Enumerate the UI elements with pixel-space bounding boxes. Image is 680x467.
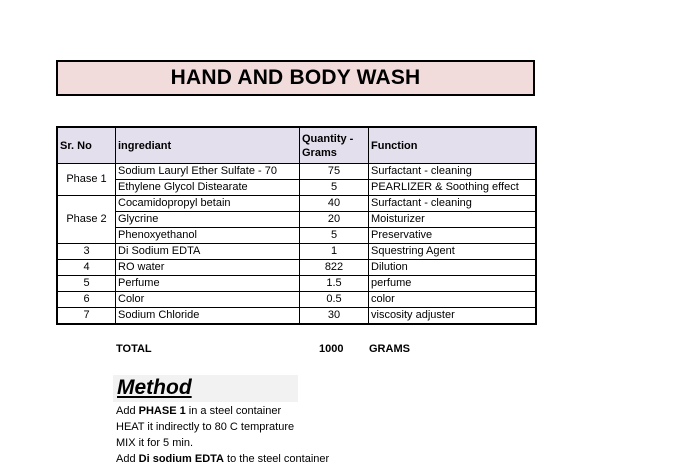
quantity-cell: 5 (300, 180, 369, 196)
header-ingredient: ingrediant (116, 127, 300, 164)
method-heading-box (113, 375, 298, 402)
ingredient-cell: Cocamidopropyl betain (116, 196, 300, 212)
ingredient-cell: Color (116, 292, 300, 308)
total-unit: GRAMS (369, 343, 410, 355)
header-sr-no: Sr. No (57, 127, 116, 164)
function-cell: color (369, 292, 537, 308)
quantity-cell: 822 (300, 260, 369, 276)
sr-no-cell: 6 (57, 292, 116, 308)
table-row (57, 228, 536, 244)
function-cell: PEARLIZER & Soothing effect (369, 180, 537, 196)
quantity-cell: 40 (300, 196, 369, 212)
quantity-cell: 5 (300, 228, 369, 244)
function-cell: perfume (369, 276, 537, 292)
table-row (57, 244, 536, 260)
ingredient-cell: RO water (116, 260, 300, 276)
ingredient-cell: Sodium Chloride (116, 308, 300, 325)
method-steps (116, 403, 329, 467)
total-label: TOTAL (116, 343, 152, 355)
header-function: Function (369, 127, 537, 164)
table-row (57, 276, 536, 292)
method-heading: Method (117, 376, 192, 399)
phase-2-label: Phase 2 (57, 196, 116, 244)
table-row (57, 260, 536, 276)
function-cell: Surfactant - cleaning (369, 196, 537, 212)
ingredient-cell: Phenoxyethanol (116, 228, 300, 244)
sr-no-cell: 7 (57, 308, 116, 325)
sr-no-cell: 3 (57, 244, 116, 260)
method-step: Add PHASE 1 in a steel container (116, 405, 282, 417)
sr-no-cell: 4 (57, 260, 116, 276)
document-title-box (56, 60, 535, 96)
table-row (57, 164, 536, 180)
function-cell: Preservative (369, 228, 537, 244)
ingredients-table (56, 126, 537, 325)
table-header-row (57, 127, 536, 164)
ingredient-cell: Ethylene Glycol Distearate (116, 180, 300, 196)
ingredient-cell: Glycrine (116, 212, 300, 228)
ingredient-cell: Di Sodium EDTA (116, 244, 300, 260)
method-step: HEAT it indirectly to 80 C temprature (116, 421, 295, 433)
total-value: 1000 (319, 343, 344, 355)
table-row (57, 196, 536, 212)
sr-no-cell: 5 (57, 276, 116, 292)
ingredient-cell: Perfume (116, 276, 300, 292)
quantity-cell: 1.5 (300, 276, 369, 292)
function-cell: Squestring Agent (369, 244, 537, 260)
function-cell: viscosity adjuster (369, 308, 537, 325)
quantity-cell: 30 (300, 308, 369, 325)
function-cell: Moisturizer (369, 212, 537, 228)
table-row (57, 292, 536, 308)
function-cell: Dilution (369, 260, 537, 276)
table-row (57, 212, 536, 228)
method-step: MIX it for 5 min. (116, 437, 194, 449)
quantity-cell: 20 (300, 212, 369, 228)
table-row (57, 180, 536, 196)
function-cell: Surfactant - cleaning (369, 164, 537, 180)
quantity-cell: 75 (300, 164, 369, 180)
ingredient-cell: Sodium Lauryl Ether Sulfate - 70 (116, 164, 300, 180)
method-step: Add Di sodium EDTA to the steel container (116, 453, 330, 465)
quantity-cell: 0.5 (300, 292, 369, 308)
document-title: HAND AND BODY WASH (170, 66, 421, 89)
phase-1-label: Phase 1 (57, 164, 116, 196)
header-quantity: Quantity - Grams (300, 127, 369, 164)
table-row (57, 308, 536, 325)
quantity-cell: 1 (300, 244, 369, 260)
